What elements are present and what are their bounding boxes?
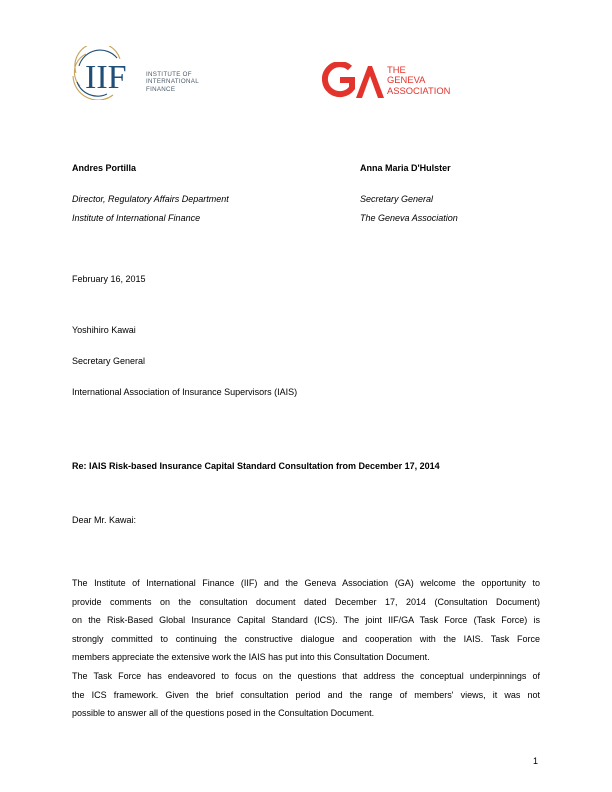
paragraph-line: members appreciate the extensive work the IAIS has put into this Consultation Document. (72, 652, 430, 662)
paragraph-line: provide comments on the consultation document dated December 17, 2014 (Consultation Document) (72, 596, 540, 607)
iif-globe-icon (70, 46, 144, 100)
paragraph-line: The Institute of International Finance (IIF) and the Geneva Association (GA) welcome the opportunity to (72, 578, 540, 588)
paragraph-line: The Task Force has endeavored to focus on the questions that address the conceptual underpinnings of (72, 671, 540, 681)
salutation: Dear Mr. Kawai: (72, 515, 137, 525)
page-number: 1 (533, 756, 539, 766)
left-signatory-title: Director, Regulatory Affairs Department (72, 194, 229, 204)
ga-name-line-1: THE (387, 64, 406, 75)
recipient-name: Yoshihiro Kawai (72, 325, 136, 335)
iif-name-line-1: INSTITUTE OF (146, 71, 192, 78)
paragraph-line: the ICS framework. Given the brief consultation period and the range of members' views, it was not (72, 689, 540, 700)
left-signatory-name: Andres Portilla (72, 163, 137, 173)
letter-date: February 16, 2015 (72, 274, 146, 284)
recipient-org: International Association of Insurance Supervisors (IAIS) (72, 387, 298, 397)
paragraph-line: possible to answer all of the questions posed in the Consultation Document. (72, 708, 375, 718)
body-paragraph-1 (72, 574, 540, 667)
iif-name (146, 71, 199, 93)
ga-mark-icon (322, 62, 384, 100)
left-signatory-org: Institute of International Finance (72, 213, 201, 223)
ga-name (387, 65, 450, 96)
paragraph-line: strongly committed to continuing the constructive dialogue and cooperation with the IAIS. Task Force (72, 633, 540, 644)
right-signatory-org: The Geneva Association (360, 213, 458, 223)
right-signatory-name: Anna Maria D'Hulster (360, 163, 451, 173)
recipient-title: Secretary General (72, 356, 146, 366)
iif-name-line-2: INTERNATIONAL (146, 78, 199, 86)
paragraph-line: on the Risk-Based Global Insurance Capital Standard (ICS). The joint IIF/GA Task Force (Task Force) is (72, 615, 540, 625)
body-paragraph-2 (72, 667, 540, 723)
right-signatory-title: Secretary General (360, 194, 434, 204)
iif-name-line-3: FINANCE (146, 85, 176, 93)
ga-name-line-3: ASSOCIATION (387, 84, 451, 96)
ga-logo (322, 62, 384, 105)
subject-line: Re: IAIS Risk-based Insurance Capital Standard Consultation from December 17, 2014 (72, 461, 440, 471)
iif-mark: IIF (85, 59, 127, 96)
ga-name-line-2: GENEVA (387, 74, 426, 86)
